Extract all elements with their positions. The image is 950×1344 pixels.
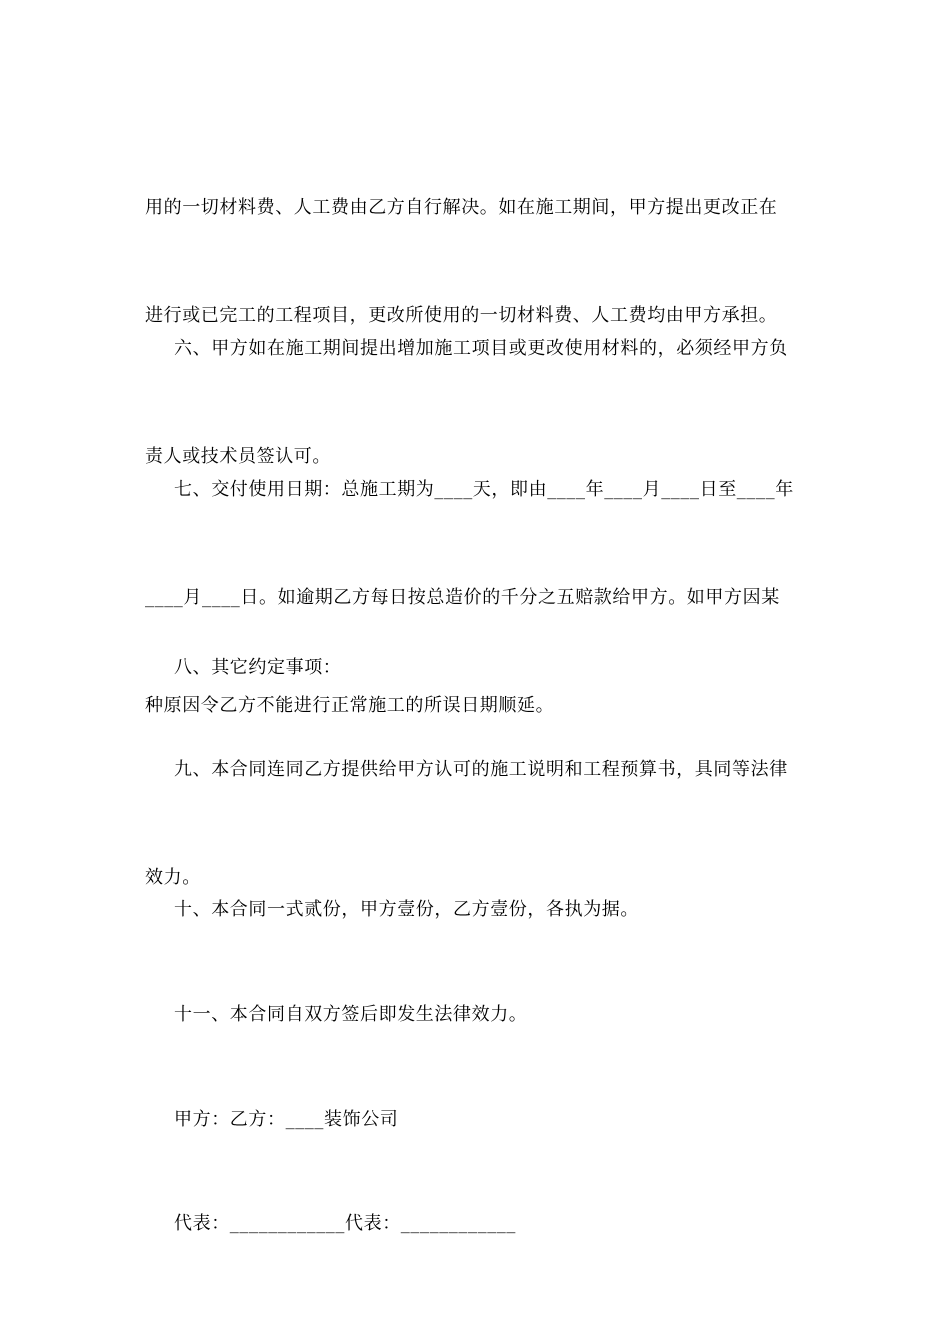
- text-line: 十一、本合同自双方签后即发生法律效力。: [174, 1004, 528, 1025]
- text-line: 进行或已完工的工程项目，更改所使用的一切材料费、人工费均由甲方承担。: [145, 305, 778, 326]
- text-line: 六、甲方如在施工期间提出增加施工项目或更改使用材料的，必须经甲方负: [174, 338, 788, 359]
- text-line: 七、交付使用日期：总施工期为____天，即由____年____月____日至____年: [174, 479, 794, 500]
- representatives-line: [145, 1134, 810, 1314]
- text-line: 种原因令乙方不能进行正常施工的所误日期顺延。: [145, 695, 555, 716]
- text-line: 十、本合同一式贰份，甲方壹份，乙方壹份，各执为据。: [174, 899, 639, 920]
- text-line: 九、本合同连同乙方提供给甲方认可的施工说明和工程预算书，具同等法律: [174, 759, 788, 780]
- text-line: 甲方：乙方：____装饰公司: [174, 1109, 399, 1130]
- text-line: 八、其它约定事项：: [174, 657, 342, 678]
- text-line: 责人或技术员签认可。: [145, 446, 331, 467]
- text-line: 用的一切材料费、人工费由乙方自行解决。如在施工期间，甲方提出更改正在: [145, 197, 778, 218]
- text-line: 代表：____________代表：____________: [174, 1213, 516, 1234]
- text-line: 效力。: [145, 867, 201, 888]
- text-line: ____月____日。如逾期乙方每日按总造价的千分之五赔款给甲方。如甲方因某: [145, 587, 780, 608]
